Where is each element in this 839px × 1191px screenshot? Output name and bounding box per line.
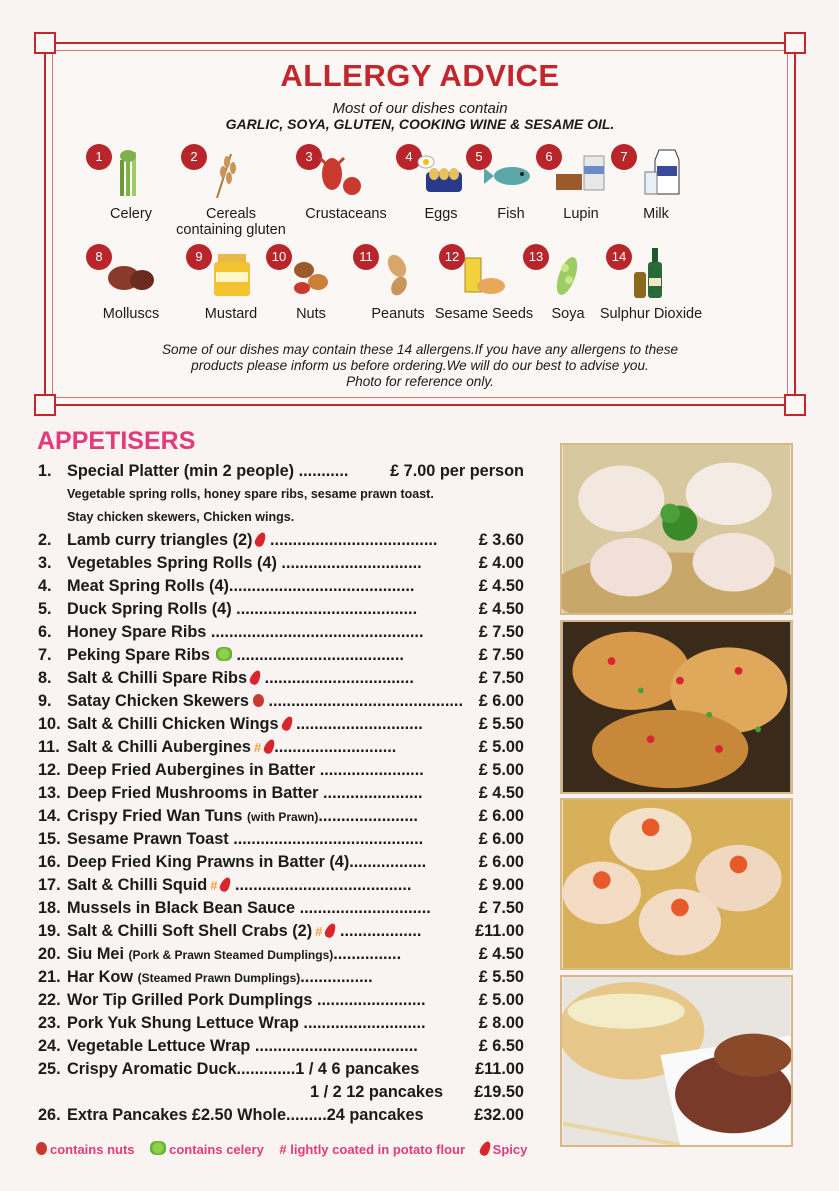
item-number: 21. xyxy=(38,968,61,986)
menu-item xyxy=(38,1104,524,1127)
allergen-name: Lupin xyxy=(563,206,599,222)
allergen-name: Nuts xyxy=(296,306,326,322)
item-name: Crispy Aromatic Duck.............1 / 4 6 pancakes xyxy=(67,1060,420,1078)
menu-item xyxy=(38,759,524,782)
item-price: £ 6.00 xyxy=(478,853,524,871)
item-name: Deep Fried King Prawns in Batter (4)................. xyxy=(67,853,427,871)
allergen-number: 12 xyxy=(439,244,465,270)
corner-ornament xyxy=(784,32,806,54)
item-number: 19. xyxy=(38,922,61,940)
allergen-name: Sulphur Dioxide xyxy=(599,306,703,322)
menu-item xyxy=(38,1035,524,1058)
item-name xyxy=(67,876,411,895)
allergen-name: Soya xyxy=(551,306,585,322)
item-price: £ 4.00 xyxy=(478,554,524,572)
item-number: 4. xyxy=(38,577,52,595)
milk-icon xyxy=(627,148,683,200)
item-name-text: Satay Chicken Skewers xyxy=(67,692,249,710)
item-name: Pork Yuk Shung Lettuce Wrap ........................... xyxy=(67,1014,426,1032)
allergy-note-line: products please inform us before ordering.We will do our best to advise you. xyxy=(191,358,649,373)
allergen-name: Molluscs xyxy=(102,306,160,322)
item-name-text: Salt & Chilli Spare Ribs xyxy=(67,669,248,687)
item-name xyxy=(67,945,401,964)
chili-icon xyxy=(254,531,268,548)
allergy-advice-box xyxy=(44,42,796,406)
item-name-text: Salt & Chilli Soft Shell Crabs (2) xyxy=(67,922,313,940)
allergen-name: Milk xyxy=(643,206,669,222)
item-number: 26. xyxy=(38,1106,61,1124)
item-number: 3. xyxy=(38,554,52,572)
siu-mei-photo xyxy=(560,798,793,970)
menu-item xyxy=(38,966,524,989)
har-kow-photo xyxy=(560,443,793,615)
corner-ornament xyxy=(34,32,56,54)
allergen-name: Celery xyxy=(110,206,152,222)
allergen-number: 8 xyxy=(86,244,112,270)
item-number: 25. xyxy=(38,1060,61,1078)
sesame-icon xyxy=(455,248,511,300)
item-price: £ 5.50 xyxy=(478,968,524,986)
item-name xyxy=(67,922,421,941)
item-name: Deep Fried Mushrooms in Batter ...................... xyxy=(67,784,423,802)
menu-item xyxy=(38,644,524,667)
wheat-icon xyxy=(197,148,253,200)
item-name: Mussels in Black Bean Sauce ............................. xyxy=(67,899,431,917)
item-number: 12. xyxy=(38,761,61,779)
celery-icon xyxy=(150,1141,166,1155)
item-name: Vegetable Lettuce Wrap .................................... xyxy=(67,1037,418,1055)
item-price: £ 6.00 xyxy=(478,830,524,848)
menu-item xyxy=(38,874,524,897)
leader-dots: ................................. xyxy=(264,669,414,687)
item-number: 20. xyxy=(38,945,61,963)
allergen-molluscs xyxy=(76,244,186,334)
item-number: 5. xyxy=(38,600,52,618)
menu-item xyxy=(38,828,524,851)
item-number: 6. xyxy=(38,623,52,641)
item-price: £19.50 xyxy=(474,1083,524,1101)
allergy-title: ALLERGY ADVICE xyxy=(280,58,560,93)
item-name: Vegetables Spring Rolls (4) ............................... xyxy=(67,554,422,572)
item-note: (Steamed Prawn Dumplings) xyxy=(137,971,301,985)
item-number: 10. xyxy=(38,715,61,733)
item-name xyxy=(67,807,418,826)
item-name-text: Lamb curry triangles (2) xyxy=(67,531,253,549)
item-number: 2. xyxy=(38,531,52,549)
chili-icon xyxy=(248,669,262,686)
allergy-ingredients: GARLIC, SOYA, GLUTEN, COOKING WINE & SESAME OIL. xyxy=(225,116,615,132)
item-name-text: Crispy Fried Wan Tuns xyxy=(67,807,243,825)
allergen-number: 10 xyxy=(266,244,292,270)
item-note: (with Prawn) xyxy=(247,810,319,824)
item-price: £ 7.50 xyxy=(478,623,524,641)
item-name: Honey Spare Ribs ............................................... xyxy=(67,623,424,641)
item-price: £ 6.00 xyxy=(478,807,524,825)
salt-chilli-wings-photo xyxy=(560,620,793,794)
item-name: Extra Pancakes £2.50 Whole.........24 pancakes xyxy=(67,1106,424,1124)
item-name: Wor Tip Grilled Pork Dumplings ........................ xyxy=(67,991,426,1009)
allergen-number: 5 xyxy=(466,144,492,170)
allergen-number: 13 xyxy=(523,244,549,270)
allergy-note-line: Photo for reference only. xyxy=(346,374,494,389)
allergen-number: 9 xyxy=(186,244,212,270)
allergen-number: 6 xyxy=(536,144,562,170)
allergen-name: Sesame Seeds xyxy=(434,306,534,322)
crispy-duck-photo xyxy=(560,975,793,1147)
lobster-icon xyxy=(312,148,368,200)
item-price: £ 8.00 xyxy=(478,1014,524,1032)
allergen-number: 14 xyxy=(606,244,632,270)
allergen-name: Crustaceans xyxy=(305,206,387,222)
item-note: (Pork & Prawn Steamed Dumplings) xyxy=(128,948,334,962)
item-name xyxy=(67,738,396,757)
chili-icon xyxy=(478,1140,492,1157)
item-price: £ 4.50 xyxy=(478,784,524,802)
potato-flour-icon: # xyxy=(210,878,218,893)
nut-icon xyxy=(36,1142,47,1155)
allergen-number: 3 xyxy=(296,144,322,170)
mustard-icon xyxy=(202,248,258,300)
item-price: £11.00 xyxy=(475,922,524,940)
item-number: 16. xyxy=(38,853,61,871)
allergy-note xyxy=(86,342,754,390)
menu-item xyxy=(38,920,524,943)
legend xyxy=(36,1141,539,1157)
item-number: 1. xyxy=(38,462,52,480)
allergen-number: 1 xyxy=(86,144,112,170)
item-price: £ 5.00 xyxy=(478,761,524,779)
celery-icon xyxy=(102,148,158,200)
menu-item xyxy=(38,690,524,713)
menu-item xyxy=(38,621,524,644)
corner-ornament xyxy=(34,394,56,416)
allergen-milk xyxy=(601,144,711,234)
legend-celery xyxy=(150,1141,264,1157)
chili-icon xyxy=(219,876,233,893)
allergen-name: Peanuts xyxy=(371,306,425,322)
legend-spicy xyxy=(481,1141,528,1157)
item-price: £ 7.50 xyxy=(478,899,524,917)
allergen-number: 2 xyxy=(181,144,207,170)
item-number: 18. xyxy=(38,899,61,917)
item-price: £ 6.00 xyxy=(478,692,524,710)
menu-item xyxy=(38,851,524,874)
menu-item xyxy=(38,667,524,690)
legend-potato-flour xyxy=(279,1142,465,1157)
menu-item xyxy=(38,989,524,1012)
peanuts-icon xyxy=(369,248,425,300)
item-price: £11.00 xyxy=(475,1060,524,1078)
leader-dots: ........................................... xyxy=(268,692,463,710)
item-name xyxy=(67,692,463,711)
item-option-name: 1 / 2 12 pancakes xyxy=(310,1083,444,1101)
allergen-number: 7 xyxy=(611,144,637,170)
appetisers-list xyxy=(38,460,524,1127)
menu-item xyxy=(38,552,524,575)
menu-item xyxy=(38,943,524,966)
item-number: 24. xyxy=(38,1037,61,1055)
nut-icon xyxy=(253,694,264,707)
allergen-name: Fish xyxy=(497,206,525,222)
allergen-name: Mustard xyxy=(204,306,258,322)
item-name xyxy=(67,646,404,665)
leader-dots: ........................... xyxy=(274,738,397,756)
item-name xyxy=(67,715,423,734)
celery-icon xyxy=(216,647,232,661)
item-number: 8. xyxy=(38,669,52,687)
item-price: £ 4.50 xyxy=(478,577,524,595)
menu-item xyxy=(38,736,524,759)
menu-item xyxy=(38,1012,524,1035)
item-price: £ 5.00 xyxy=(478,991,524,1009)
menu-item xyxy=(38,460,524,483)
wine-bottle-icon xyxy=(622,248,678,300)
item-number: 23. xyxy=(38,1014,61,1032)
legend-nuts xyxy=(36,1142,135,1157)
item-name: Deep Fried Aubergines in Batter ....................... xyxy=(67,761,424,779)
corner-ornament xyxy=(784,394,806,416)
item-number: 13. xyxy=(38,784,61,802)
item-number: 17. xyxy=(38,876,61,894)
menu-item xyxy=(38,529,524,552)
leader-dots: ................ xyxy=(300,968,373,986)
item-name-text: Salt & Chilli Chicken Wings xyxy=(67,715,279,733)
item-name-text: Siu Mei xyxy=(67,945,124,963)
item-price: £ 4.50 xyxy=(478,945,524,963)
allergen-sulphur xyxy=(596,244,706,334)
item-name: Sesame Prawn Toast .......................................... xyxy=(67,830,424,848)
leader-dots: ...................... xyxy=(318,807,418,825)
legend-label: contains celery xyxy=(169,1142,264,1157)
allergen-name: Cereals containing gluten xyxy=(176,206,286,238)
chili-icon xyxy=(280,715,294,732)
nuts-icon xyxy=(282,248,338,300)
item-price: £ 4.50 xyxy=(478,600,524,618)
leader-dots: ............... xyxy=(333,945,402,963)
item-price: £ 7.50 xyxy=(478,646,524,664)
legend-label: contains nuts xyxy=(50,1142,135,1157)
allergen-cereals xyxy=(171,144,291,238)
item-name-text: Salt & Chilli Aubergines xyxy=(67,738,251,756)
allergy-subtitle: Most of our dishes contain xyxy=(332,100,508,117)
menu-item xyxy=(38,713,524,736)
item-number: 7. xyxy=(38,646,52,664)
menu-item xyxy=(38,782,524,805)
legend-label: # lightly coated in potato flour xyxy=(279,1142,466,1157)
chili-icon xyxy=(324,922,338,939)
item-number: 11. xyxy=(38,738,60,756)
allergen-name: Eggs xyxy=(424,206,458,222)
leader-dots: .................. xyxy=(339,922,422,940)
item-name: Special Platter (min 2 people) ........... xyxy=(67,462,349,480)
item-name xyxy=(67,669,414,688)
menu-item xyxy=(38,805,524,828)
section-title: APPETISERS xyxy=(37,427,196,455)
item-price: £ 9.00 xyxy=(478,876,524,894)
item-number: 14. xyxy=(38,807,61,825)
leader-dots: ....................................... xyxy=(234,876,412,894)
leader-dots: ............................ xyxy=(296,715,423,733)
leader-dots: ..................................... xyxy=(270,531,438,549)
menu-item xyxy=(38,598,524,621)
item-price: £ 6.50 xyxy=(478,1037,524,1055)
item-price: £ 5.50 xyxy=(478,715,524,733)
item-name-text: Peking Spare Ribs xyxy=(67,646,210,664)
item-name: Meat Spring Rolls (4)......................................... xyxy=(67,577,415,595)
menu-item xyxy=(38,1058,524,1081)
lupin-icon xyxy=(552,148,608,200)
menu-item xyxy=(38,575,524,598)
leader-dots: ..................................... xyxy=(236,646,404,664)
potato-flour-icon: # xyxy=(315,924,323,939)
item-name xyxy=(67,531,437,550)
item-price: £ 5.00 xyxy=(478,738,524,756)
allergen-number: 4 xyxy=(396,144,422,170)
item-name-text: Har Kow xyxy=(67,968,134,986)
menu-item xyxy=(38,897,524,920)
item-name: Duck Spring Rolls (4) ........................................ xyxy=(67,600,418,618)
legend-label: Spicy xyxy=(492,1142,528,1157)
potato-flour-icon: # xyxy=(253,740,262,755)
item-number: 9. xyxy=(38,692,52,710)
item-price: £ 7.00 per person xyxy=(390,462,524,480)
item-price: £ 7.50 xyxy=(478,669,524,687)
shell-icon xyxy=(102,248,158,300)
item-price: £32.00 xyxy=(474,1106,524,1124)
allergen-celery xyxy=(76,144,186,234)
item-description: Vegetable spring rolls, honey spare ribs, sesame prawn toast. xyxy=(67,487,434,501)
item-description: Stay chicken skewers, Chicken wings. xyxy=(67,510,295,524)
item-price: £ 3.60 xyxy=(478,531,524,549)
item-number: 15. xyxy=(38,830,61,848)
allergen-number: 11 xyxy=(353,244,379,270)
item-name xyxy=(67,968,373,987)
allergy-note-line: Some of our dishes may contain these 14 allergens.If you have any allergens to these xyxy=(161,342,679,357)
soya-icon xyxy=(539,248,595,300)
item-number: 22. xyxy=(38,991,61,1009)
menu-item-option xyxy=(38,1081,524,1104)
item-name-text: Salt & Chilli Squid xyxy=(67,876,208,894)
